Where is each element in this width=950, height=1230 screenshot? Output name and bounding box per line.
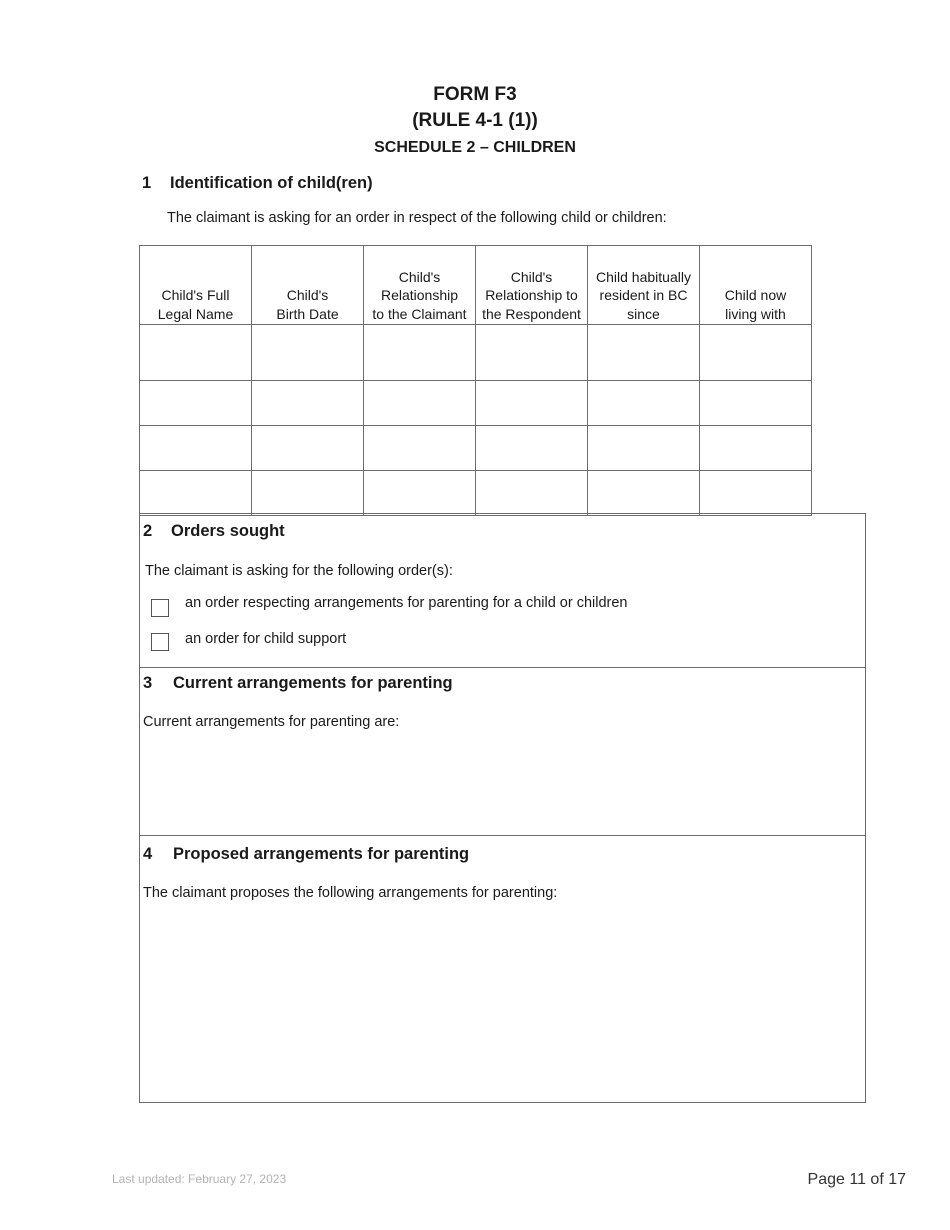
col-resident-bc-since: Child habitually resident in BC since bbox=[588, 246, 700, 325]
table-cell[interactable] bbox=[476, 325, 588, 381]
section-3-number: 3 bbox=[143, 674, 153, 692]
table-cell[interactable] bbox=[588, 325, 700, 381]
table-cell[interactable] bbox=[476, 426, 588, 471]
schedule-title: SCHEDULE 2 – CHILDREN bbox=[374, 139, 576, 156]
section-2-title: Orders sought bbox=[171, 522, 285, 540]
col-relationship-respondent: Child's Relationship to the Respondent bbox=[476, 246, 588, 325]
table-row bbox=[140, 426, 812, 471]
table-cell[interactable] bbox=[140, 325, 252, 381]
table-cell[interactable] bbox=[364, 325, 476, 381]
table-cell[interactable] bbox=[588, 381, 700, 426]
table-cell[interactable] bbox=[140, 471, 252, 516]
table-cell[interactable] bbox=[252, 471, 364, 516]
section-3-title: Current arrangements for parenting bbox=[173, 674, 453, 692]
child-support-checkbox[interactable] bbox=[151, 633, 169, 651]
col-full-legal-name: Child's Full Legal Name bbox=[140, 246, 252, 325]
table-cell[interactable] bbox=[252, 325, 364, 381]
section-2-number: 2 bbox=[143, 522, 153, 540]
section-2-heading bbox=[143, 522, 285, 541]
section-4-number: 4 bbox=[143, 845, 153, 863]
section-1-intro: The claimant is asking for an order in respect of the following child or children: bbox=[167, 210, 667, 226]
table-cell[interactable] bbox=[140, 426, 252, 471]
form-rule: (RULE 4-1 (1)) bbox=[412, 110, 538, 131]
section-3-intro: Current arrangements for parenting are: bbox=[143, 714, 400, 730]
page-number: Page 11 of 17 bbox=[807, 1171, 906, 1188]
table-cell[interactable] bbox=[140, 381, 252, 426]
table-cell[interactable] bbox=[588, 426, 700, 471]
table-row bbox=[140, 381, 812, 426]
table-cell[interactable] bbox=[364, 381, 476, 426]
table-cell[interactable] bbox=[700, 325, 812, 381]
section-1-number: 1 bbox=[142, 174, 152, 192]
table-cell[interactable] bbox=[364, 426, 476, 471]
table-cell[interactable] bbox=[252, 426, 364, 471]
table-cell[interactable] bbox=[700, 471, 812, 516]
col-living-with: Child now living with bbox=[700, 246, 812, 325]
table-cell[interactable] bbox=[476, 381, 588, 426]
col-relationship-claimant: Child's Relationship to the Claimant bbox=[364, 246, 476, 325]
last-updated: Last updated: February 27, 2023 bbox=[112, 1172, 287, 1186]
table-cell[interactable] bbox=[252, 381, 364, 426]
children-table-header bbox=[140, 246, 812, 325]
table-row bbox=[140, 471, 812, 516]
section-4-box[interactable] bbox=[139, 835, 866, 1103]
table-cell[interactable] bbox=[476, 471, 588, 516]
table-cell[interactable] bbox=[700, 426, 812, 471]
section-4-title: Proposed arrangements for parenting bbox=[173, 845, 470, 863]
section-4-heading bbox=[143, 845, 469, 864]
section-2-intro: The claimant is asking for the following order(s): bbox=[145, 563, 453, 579]
table-cell[interactable] bbox=[364, 471, 476, 516]
col-birth-date: Child's Birth Date bbox=[252, 246, 364, 325]
section-3-heading bbox=[143, 674, 453, 693]
table-row bbox=[140, 325, 812, 381]
table-cell[interactable] bbox=[700, 381, 812, 426]
parenting-order-label: an order respecting arrangements for parenting for a child or children bbox=[185, 595, 628, 611]
form-title: FORM F3 bbox=[433, 84, 517, 105]
section-4-intro: The claimant proposes the following arrangements for parenting: bbox=[143, 885, 558, 901]
section-1-title: Identification of child(ren) bbox=[170, 174, 373, 192]
children-table bbox=[139, 245, 812, 516]
parenting-order-checkbox[interactable] bbox=[151, 599, 169, 617]
section-1-heading bbox=[142, 174, 373, 193]
child-support-label: an order for child support bbox=[185, 631, 347, 647]
table-cell[interactable] bbox=[588, 471, 700, 516]
